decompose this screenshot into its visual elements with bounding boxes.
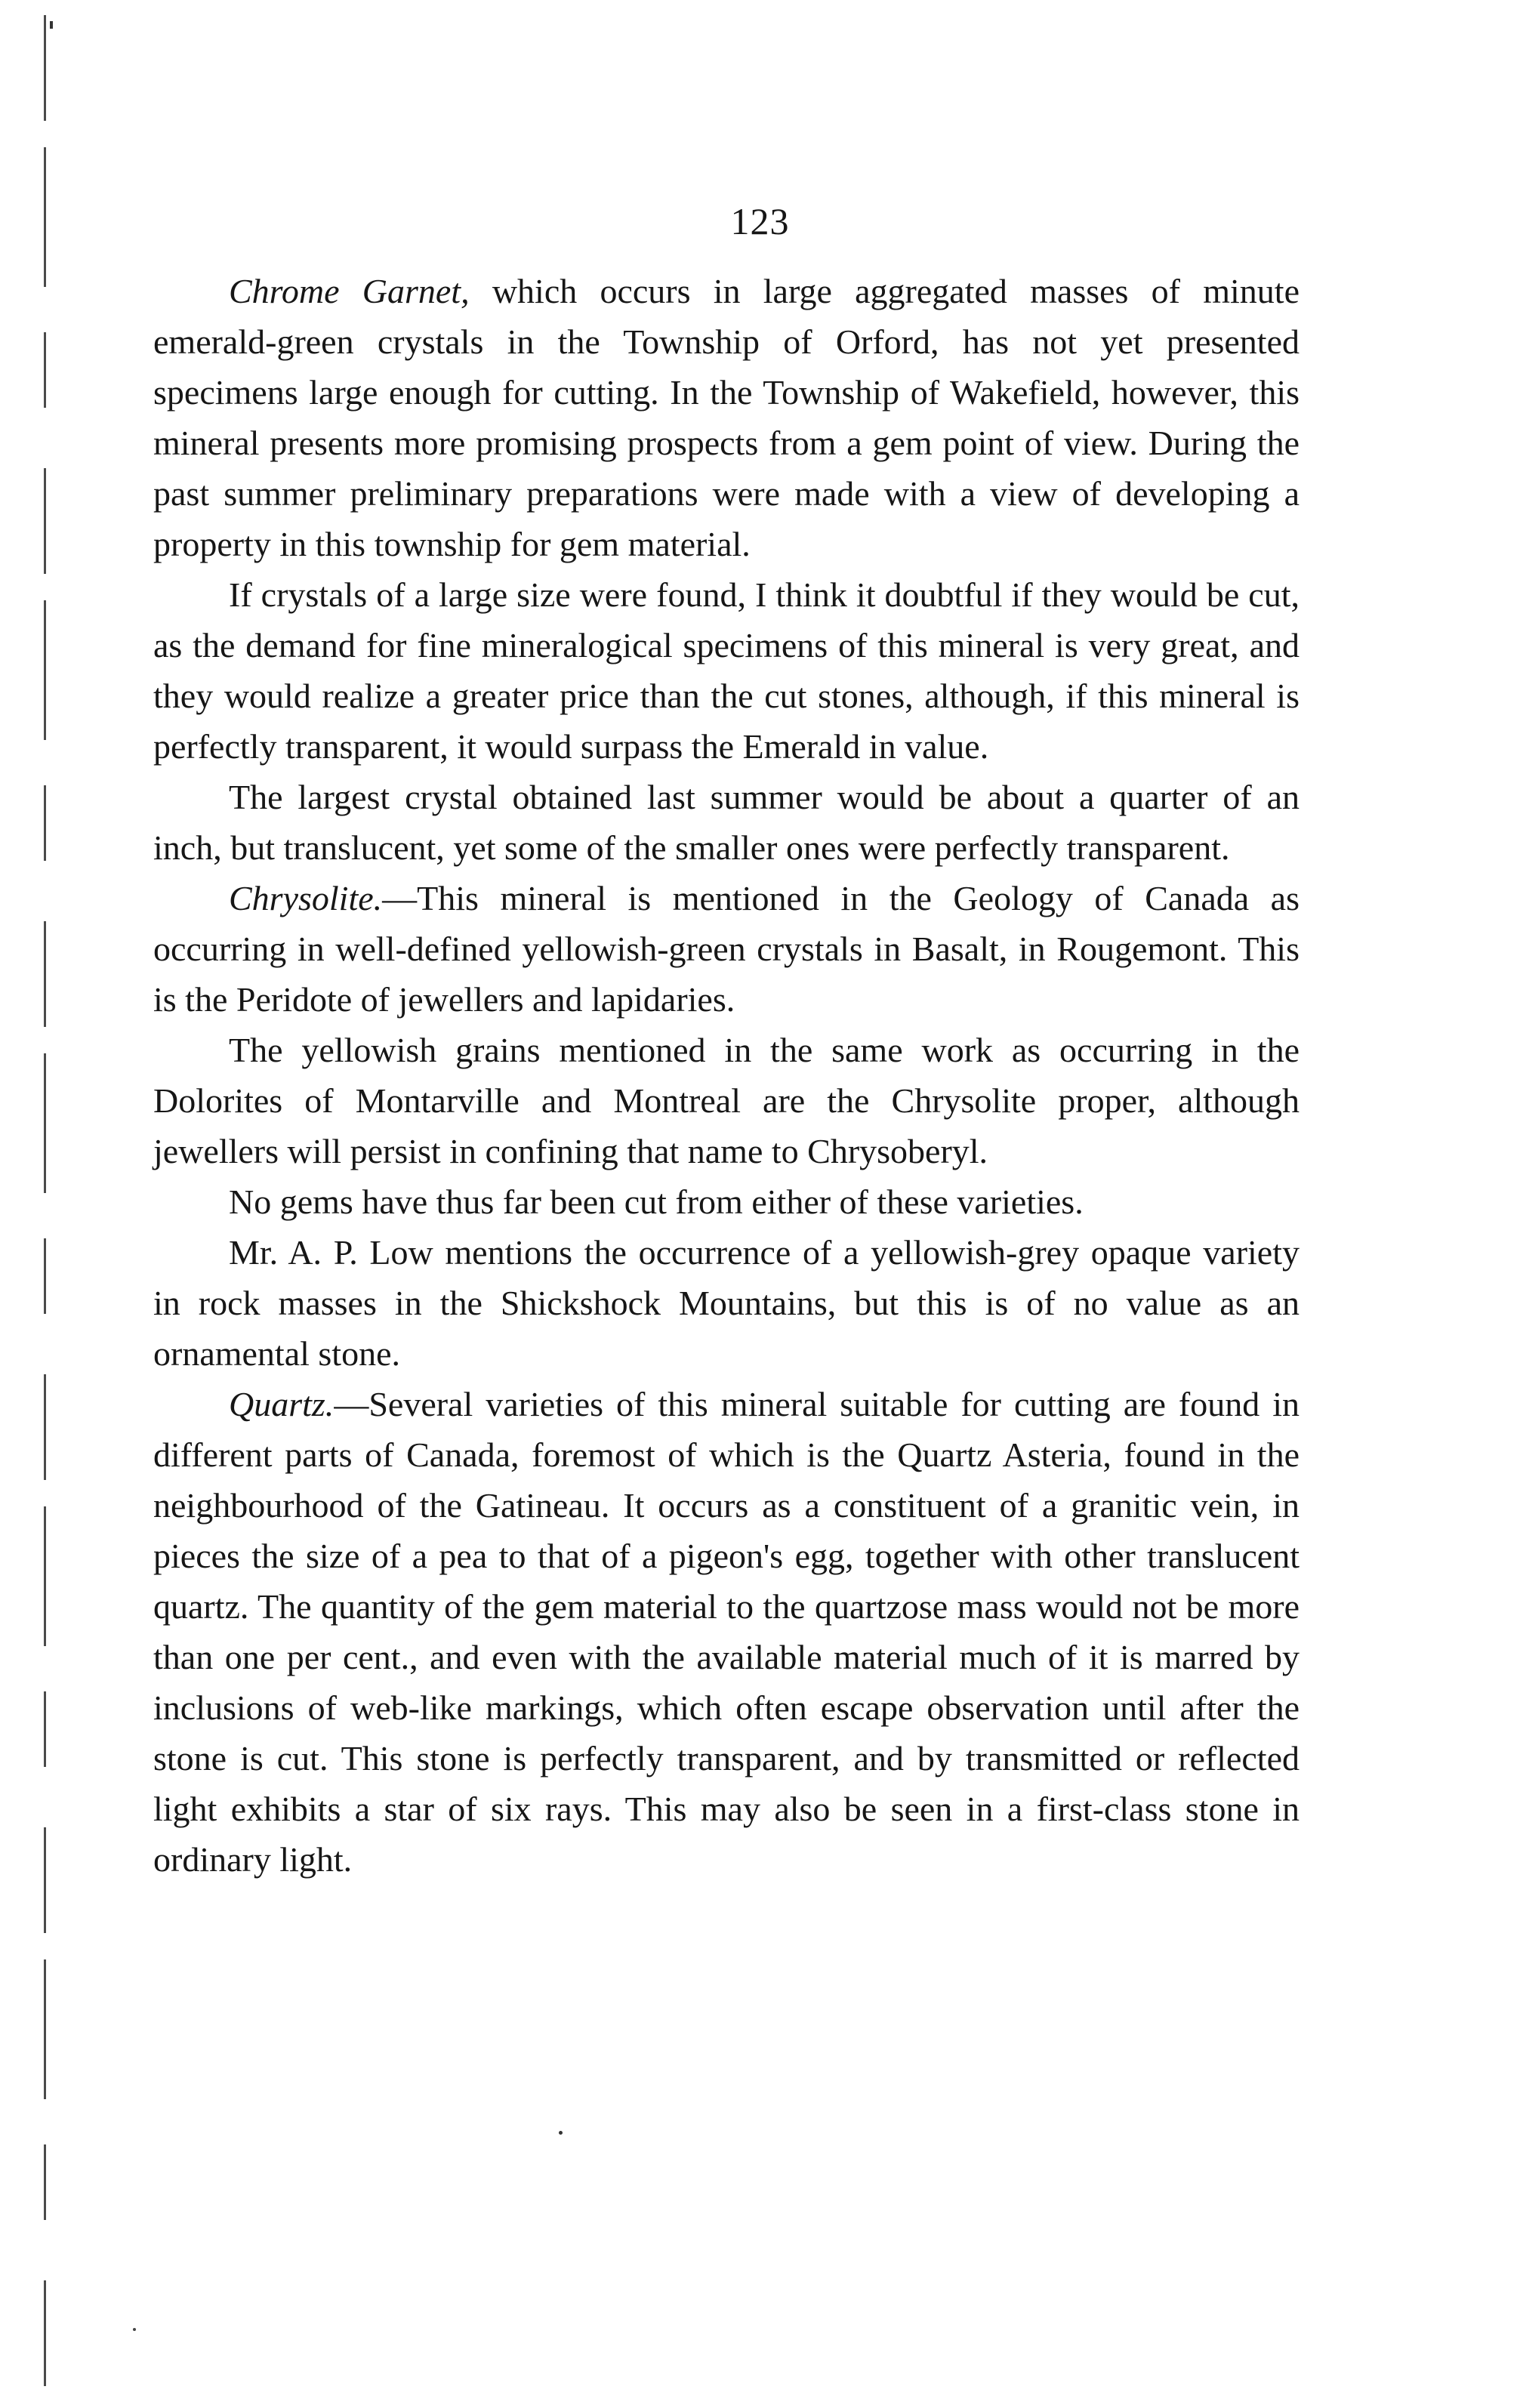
paragraph-no-gems xyxy=(153,1176,1300,1227)
paragraph-text: —This mineral is mentioned in the Geology of Canada as occurring in well-defined yellowish-green crystals in Basalt, in Rougemont. This is the Peridote of jewellers and lapidaries. xyxy=(153,879,1300,1019)
paragraph-text: If crystals of a large size were found, I think it doubtful if they would be cut, as the demand for fine mineralogical specimens of this mineral is very great, and they would realize a greater price than the cut stones, although, if this mineral is perfectly transparent, it would surpass the Emerald in value. xyxy=(153,575,1300,766)
scan-speck xyxy=(133,2328,136,2331)
paragraph-crystal-size xyxy=(153,569,1300,772)
paragraph-chrome-garnet xyxy=(153,266,1300,569)
scan-speck xyxy=(559,2131,563,2135)
paragraph-yellowish-grains xyxy=(153,1025,1300,1176)
body-text xyxy=(153,266,1300,1885)
paragraph-largest-crystal xyxy=(153,772,1300,873)
section-heading-chrome-garnet: Chrome Garnet, xyxy=(229,272,470,310)
paragraph-text: No gems have thus far been cut from either of these varieties. xyxy=(229,1182,1084,1221)
paragraph-text: The largest crystal obtained last summer would be about a quarter of an inch, but translucent, yet some of the smaller ones were perfectly transparent. xyxy=(153,778,1300,867)
paragraph-text: which occurs in large aggregated masses of minute emerald-green crystals in the Township of Orford, has not yet presented specimens large enough for cutting. In the Township of Wakefield, however, this mineral presents more promising prospects from a gem point of view. During the past summer preliminary preparations were made with a view of developing a property in this township for gem material. xyxy=(153,272,1300,563)
paragraph-quartz xyxy=(153,1379,1300,1885)
scan-mark xyxy=(50,21,53,29)
section-heading-quartz: Quartz. xyxy=(229,1385,335,1423)
page-number: 123 xyxy=(730,200,790,242)
paragraph-chrysolite xyxy=(153,873,1300,1025)
paragraph-text: —Several varieties of this mineral suitable for cutting are found in different parts of Canada, foremost of which is the Quartz Asteria, found in the neighbourhood of the Gatineau. It occurs as a constituent of a granitic vein, in pieces the size of a pea to that of a pigeon's egg, together with other translucent quartz. The quantity of the gem material to the quartzose mass would not be more than one per cent., and even with the available material much of it is marred by inclusions of web-like markings, which often escape observation until after the stone is cut. This stone is perfectly transparent, and by transmitted or reflected light exhibits a star of six rays. This may also be seen in a first-class stone in ordinary light. xyxy=(153,1385,1300,1879)
scan-margin-rule xyxy=(44,15,46,2394)
paragraph-text: Mr. A. P. Low mentions the occurrence of a yellowish-grey opaque variety in rock masses in the Shickshock Mountains, but this is of no value as an ornamental stone. xyxy=(153,1233,1300,1373)
paragraph-text: The yellowish grains mentioned in the same work as occurring in the Dolorites of Montarville and Montreal are the Chrysolite proper, although jewellers will persist in confining that name to Chrysoberyl. xyxy=(153,1031,1300,1170)
paragraph-low-mentions xyxy=(153,1227,1300,1379)
section-heading-chrysolite: Chrysolite. xyxy=(229,879,383,917)
